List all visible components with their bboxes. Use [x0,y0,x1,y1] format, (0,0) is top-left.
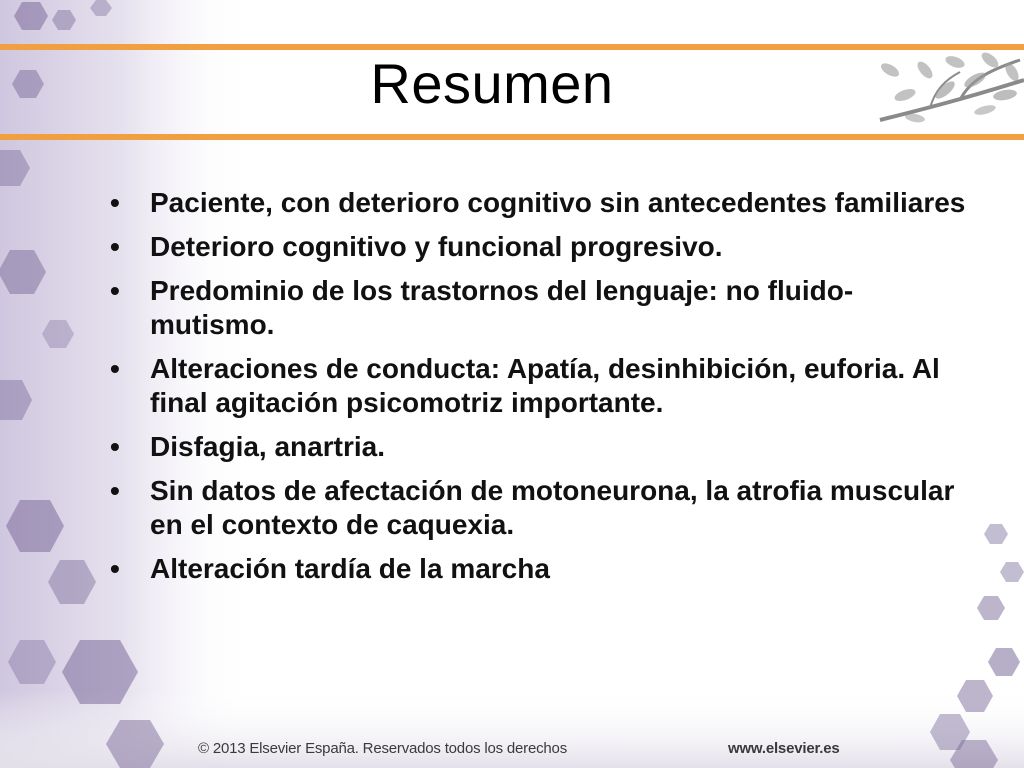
bullet-glyph: • [110,431,120,462]
bullet-item [110,552,970,586]
bullet-glyph: • [110,553,120,584]
bullet-item [110,274,970,342]
bullet-glyph: • [110,475,120,506]
footer-url[interactable]: www.elsevier.es [728,740,840,757]
bullet-glyph: • [110,231,120,262]
bullet-text: Disfagia, anartria. [150,431,385,462]
bullet-text: Alteración tardía de la marcha [150,553,550,584]
bullet-text: Alteraciones de conducta: Apatía, desinhibición, euforia. Al final agitación psicomotriz importante. [150,353,940,418]
bullet-text: Sin datos de afectación de motoneurona, la atrofia muscular en el contexto de caquexia. [150,475,955,540]
bullet-text: Deterioro cognitivo y funcional progresivo. [150,231,723,262]
bullet-text: Predominio de los trastornos del lenguaje: no fluido-mutismo. [150,275,854,340]
header-top-rule [0,44,1024,50]
footer-copyright: © 2013 Elsevier España. Reservados todos los derechos [198,740,567,757]
bullet-text: Paciente, con deterioro cognitivo sin antecedentes familiares [150,187,966,218]
bullet-item [110,474,970,542]
bullet-glyph: • [110,353,120,384]
bullet-item [110,186,970,220]
slide-title: Resumen [370,52,614,115]
bullet-item [110,430,970,464]
header-bottom-rule [0,134,1024,140]
bullet-glyph: • [110,275,120,306]
bullet-list [110,186,970,596]
bullet-item [110,352,970,420]
bullet-glyph: • [110,187,120,218]
bullet-item [110,230,970,264]
